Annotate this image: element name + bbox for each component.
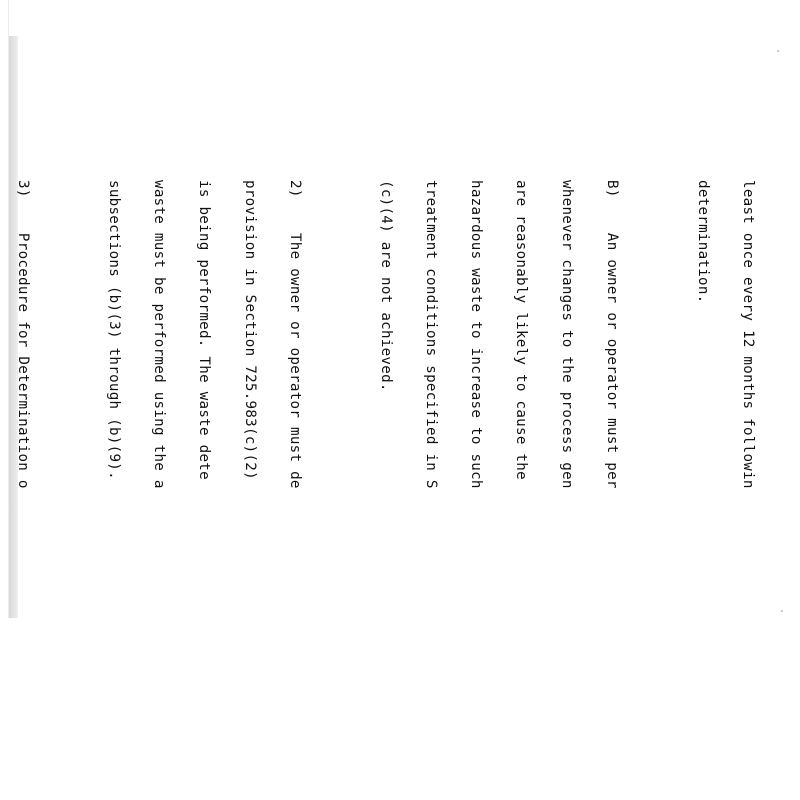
text-line: hazardous waste to increase to such: [468, 180, 485, 489]
text-line: provision in Section 725.983(c)(2): [241, 180, 258, 480]
text-line: [61, 180, 76, 800]
text-line: 3) Procedure for Determination o: [15, 180, 32, 489]
text-line: is being performed. The waste dete: [196, 180, 213, 480]
rotated-document-page: [15, 180, 785, 800]
text-line: 2) The owner or operator must de: [287, 180, 303, 489]
text-line: B) An owner or operator must per: [603, 180, 620, 489]
scan-edge-top-margin: [9, 0, 27, 36]
text-line: waste must be performed using the a: [151, 180, 168, 489]
text-line: (c)(4) are not achieved.: [377, 180, 394, 392]
text-line: [332, 180, 347, 800]
text-line: are reasonably likely to cause the: [513, 180, 530, 480]
text-line: determination.: [694, 180, 711, 304]
text-line: [649, 180, 664, 800]
text-line: treatment conditions specified in S: [422, 180, 439, 489]
text-line: subsections (b)(3) through (b)(9).: [105, 180, 122, 480]
scan-speck: [777, 50, 779, 52]
text-line: least once every 12 months followin: [739, 180, 756, 489]
text-line: whenever changes to the process gen: [558, 180, 575, 489]
